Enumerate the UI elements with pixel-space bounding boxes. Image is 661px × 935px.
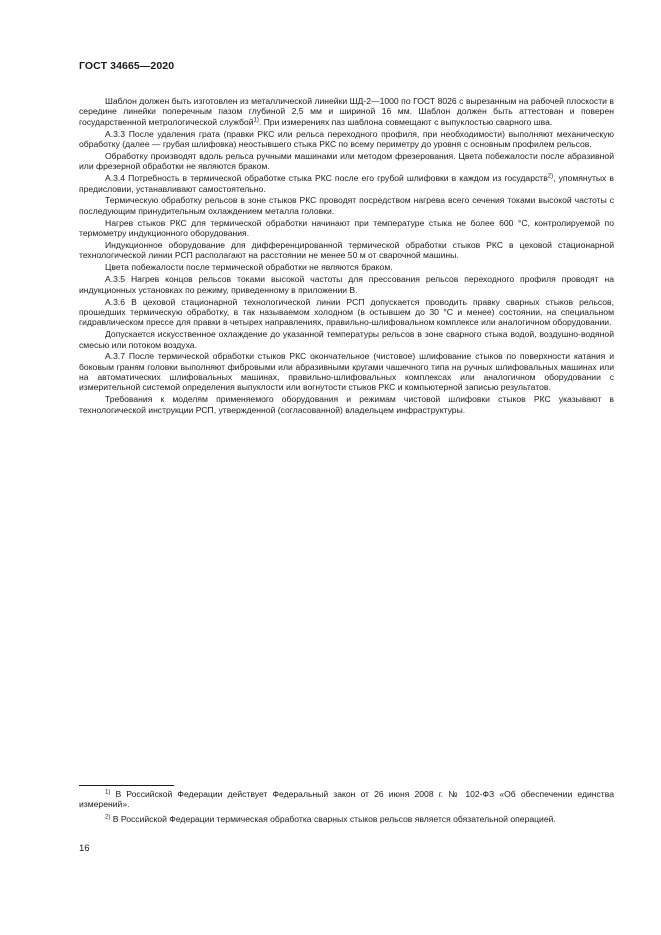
footnote-divider — [79, 785, 174, 786]
paragraph — [79, 329, 614, 350]
footnote-text: В Российской Федерации термическая обработка сварных стыков рельсов является обязательной операцией. — [110, 813, 556, 824]
paragraph-text: А.3.3 После удаления грата (правки РКС или рельса переходного профиля, при необходимости) выполняют механическую обработку (далее — грубая шлифовка) неостывшего стыка РКС по всему периметру до уровня с основным профилем рельсов. — [79, 128, 614, 149]
paragraph-text: Допускается искусственное охлаждение до указанной температуры рельсов в зоне сварного стыка водой, воздушно-водяной смесью или потоком воздуха. — [79, 329, 614, 350]
paragraph — [79, 297, 614, 328]
paragraph — [79, 351, 614, 392]
paragraph-text: А.3.4 Потребность в термической обработке стыка РКС после его грубой шлифовки в каждом из государств — [105, 173, 548, 184]
page-number: 16 — [79, 843, 90, 854]
paragraph-text: Нагрев стыков РКС для термической обработки начинают при температуре стыка не более 600 °С, контролируемой по термометру индукционного оборудования. — [79, 217, 614, 239]
paragraph — [79, 195, 614, 216]
footnotes — [79, 789, 614, 828]
footnote — [79, 814, 614, 824]
main-text — [79, 96, 614, 417]
paragraph — [79, 151, 614, 172]
paragraph — [79, 129, 614, 150]
paragraph — [79, 218, 614, 239]
footnote — [79, 789, 614, 810]
paragraph — [79, 240, 614, 261]
footnote-text: В Российской Федерации действует Федеральный закон от 26 июня 2008 г. № 102-ФЗ «Об обеспечении единства измерений». — [79, 789, 614, 810]
paragraph-text: А.3.6 В цеховой стационарной технологической линии РСП допускается проводить правку сварных стыков рельсов, прошедших термическую обработку, в так называемом холодном (в остывшем до 30 °С и менее) состоянии, на специальном гидравлическом прессе для правки в четырех направлениях, правильно-шлифовальном комплексе или аналогичном оборудовании. — [79, 296, 614, 328]
paragraph-text: Шаблон должен быть изготовлен из металлической линейки ШД-2—1000 по ГОСТ 8026 с вырезанным на рабочей плоскости в середине линейки поперечным пазом глубиной 2,5 мм и шириной 16 мм. Шаблон должен быть аттестован и поверен государственной метрологической службой — [79, 96, 614, 127]
paragraph-text: Требования к моделям применяемого оборудования и режимам чистовой шлифовки стыков РКС указывают в технологической инструкции РСП, утвержденной (согласованной) владельцем инфраструктуры. — [79, 394, 614, 415]
paragraph-text: А.3.7 После термической обработки стыков РКС окончательное (чистовое) шлифование стыков по поверхности катания и боковым граням головки выполняют фибровыми или абразивными кругами чашечного типа на ручных шлифовальных машинах или на автоматических шлифовальных машинах, правильно-шлифовальных комплексах или аналогичном оборудовании с измерительной системой определения выпуклости или вогнутости стыков РКС и компьютерной записью результатов. — [79, 351, 614, 393]
paragraph-text: Обработку производят вдоль рельса ручными машинами или методом фрезерования. Цвета побежалости после абразивной или фрезерной обработки не являются браком. — [79, 150, 614, 172]
paragraph-text: А.3.5 Нагрев концов рельсов токами высокой частоты для прессования рельсов переходного профиля проводят на индукционных установках по режиму, приведенному в приложении В. — [79, 274, 614, 295]
footnote-mark: 1) — [105, 789, 111, 796]
paragraph-text: Термическую обработку рельсов в зоне стыков РКС проводят посредством нагрева всего сечения токами высокой частоты с последующим принудительным охлаждением металла головки. — [79, 195, 614, 216]
paragraph-text: Цвета побежалости после термической обработки не являются браком. — [105, 262, 393, 273]
paragraph — [79, 96, 614, 127]
paragraph — [79, 274, 614, 295]
footnote-mark: 2) — [105, 814, 111, 821]
footnote-ref: 2) — [547, 173, 554, 180]
paragraph-text: , упомянутых в предисловии, устанавливают самостоятельно. — [79, 173, 614, 194]
paragraph-text: Индукционное оборудование для дифференцированной термической обработки стыков РКС в цеховой стационарной технологической линии РСП располагают на расстоянии не менее 50 м от сварочной машины. — [79, 240, 614, 261]
footnote-ref: 1) — [253, 117, 259, 124]
paragraph — [79, 262, 614, 272]
paragraph — [79, 173, 614, 194]
paragraph-text: . При измерениях паз шаблона совмещают с выпуклостью сварного шва. — [258, 116, 553, 127]
paragraph — [79, 394, 614, 415]
document-header: ГОСТ 34665—2020 — [79, 60, 175, 72]
